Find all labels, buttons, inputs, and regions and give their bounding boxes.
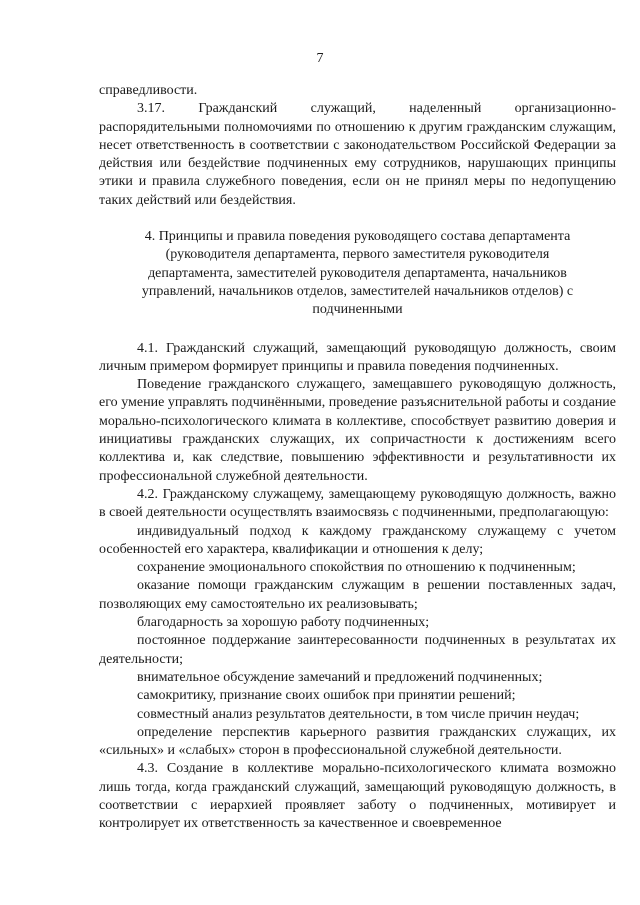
list-item: сохранение эмоционального спокойствия по отношению к подчиненным;: [137, 560, 576, 576]
list-item: постоянное поддержание заинтересованности подчиненных в результатах их деятельности;: [99, 633, 616, 667]
paragraph: справедливости.: [99, 83, 198, 98]
paragraph-4-1: 4.1. Гражданский служащий, замещающий руководящую должность, своим личным примером формирует принципы и правила поведения подчиненных.: [99, 340, 616, 374]
paragraph-3-17: 3.17. Гражданский служащий, наделенный организационно-распорядительными полномочиями по отношению к другим гражданским служащим, несет ответственность в соответствии с законодательством Российской Федерации за действия или бездействие подчиненных ему сотрудников, нарушающих принципы этики и правила служебного поведения, если он не принял меры по недопущению таких действий или бездействия.: [99, 101, 616, 208]
paragraph: Поведение гражданского служащего, замещавшего руководящую должность, его умение управлять подчинёнными, проведение разъяснительной работы и создание морально-психологического климата в коллективе, способствует развитию доверия и инициативы гражданских служащих, их сопричастности к достижениям всего коллектива и, как следствие, повышению эффективности и результативности их профессиональной служебной деятельности.: [99, 377, 616, 484]
list-item: внимательное обсуждение замечаний и предложений подчиненных;: [137, 669, 543, 685]
document-body: [99, 82, 616, 834]
paragraph-4-3: 4.3. Создание в коллективе морально-психологического климата возможно лишь тогда, когда гражданский служащий, замещающий руководящую должность, в соответствии с иерархией проявляет заботу о подчиненных, мотивирует и контролирует их ответственность за качественное и своевременное: [99, 761, 616, 832]
page-number: 7: [316, 51, 324, 66]
paragraph-4-2: 4.2. Гражданскому служащему, замещающему руководящую должность, важно в своей деятельности осуществлять взаимосвязь с подчиненными, предполагающую:: [99, 486, 616, 521]
list-item: совместный анализ результатов деятельности, в том числе причин неудач;: [137, 706, 580, 722]
list-item: самокритику, признание своих ошибок при принятии решений;: [137, 688, 516, 704]
section-heading: 4. Принципы и правила поведения руководящего состава департамента (руководителя департамента, первого заместителя руководителя департамента, заместителей руководителя департамента, начальников управлений, начальников отделов, заместителей начальников отделов) с подчиненными: [141, 229, 574, 318]
list-item: благодарность за хорошую работу подчиненных;: [137, 615, 430, 631]
list-item: определение перспектив карьерного развития гражданских служащих, их «сильных» и «слабых» сторон в профессиональной служебной деятельности.: [99, 724, 616, 759]
list-item: оказание помощи гражданским служащим в решении поставленных задач, позволяющих ему самостоятельно их реализовывать;: [99, 578, 616, 612]
list-item: индивидуальный подход к каждому гражданскому служащему с учетом особенностей его характера, квалификации и отношения к делу;: [99, 523, 616, 557]
